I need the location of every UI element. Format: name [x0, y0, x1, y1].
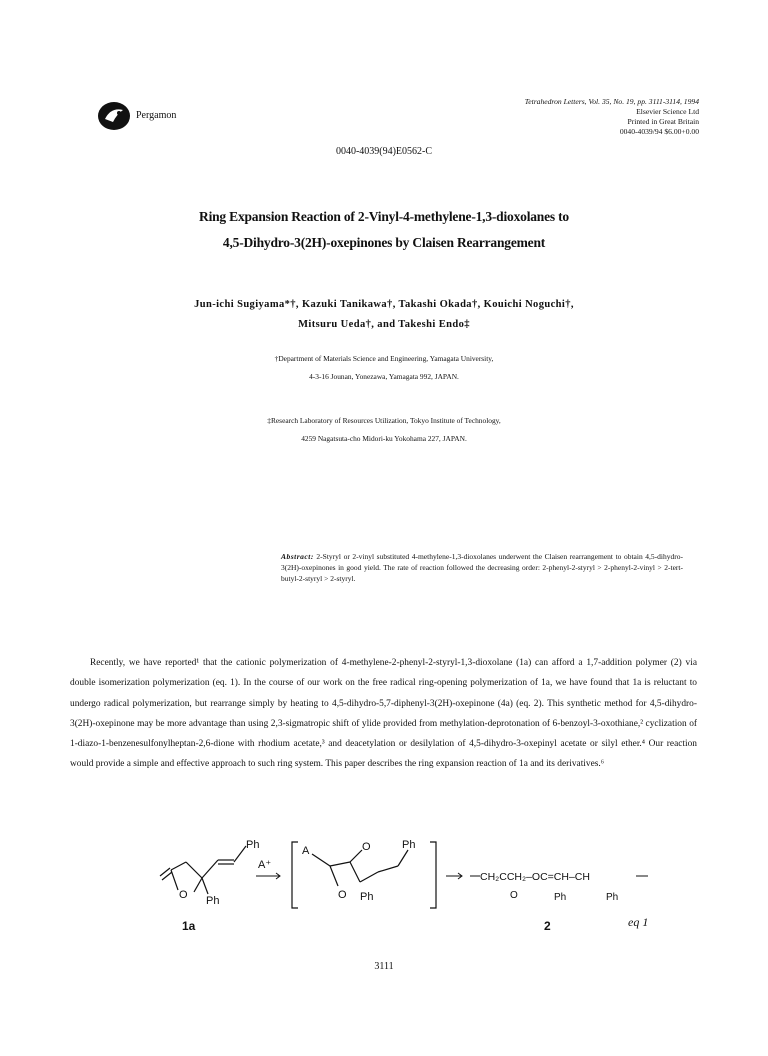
affiliation-line: ‡Research Laboratory of Resources Utilization, Tokyo Institute of Technology, [267, 416, 501, 425]
title-line: 4,5-Dihydro-3(2H)-oxepinones by Claisen Rearrangement [222, 235, 546, 250]
phenyl-label: Ph [402, 839, 416, 851]
affiliation-line: 4-3-16 Jounan, Yonezawa, Yamagata 992, JAPAN. [309, 372, 459, 381]
body-paragraph: Recently, we have reported¹ that the cationic polymerization of 4-methylene-2-phenyl-2-styryl-1,3-dioxolane (1a) can afford a 1,7-addition polymer (2) via double isomerization polymerization (eq. 1). In the course of our work on the free radical ring-opening polymerization of 1a, we have found that 1a is reluctant to undergo radical polymerization, but rearrange simply by heating to 4,5-dihydro-5,7-diphenyl-3(2H)-oxepinone (4a) (eq. 2). This synthetic method for 4,5-dihydro-3(2H)-oxepinone may be more advantage than using 2,3-sigmatropic shift of ylide provided from methylation-deprotonation of 6-benzoyl-3-oxothiane,² cyclization of 1-diazo-1-benzenesulfonylheptan-2,6-dione with rhodium acetate,³ and deacetylation or desilylation of 4,5-dihydro-3-oxepinyl acetate or silyl ether.⁴ Our reaction would provide a simple and effective approach to such ring system. This paper describes the ring expansion reaction of 1a and its derivatives.⁶ [70, 658, 697, 770]
affiliation-line: †Department of Materials Science and Engineering, Yamagata University, [274, 354, 494, 363]
page-number: 3111 [374, 961, 394, 972]
o-label: O [362, 841, 371, 853]
a-label: A [302, 845, 310, 857]
abstract-text: 2-Styryl or 2-vinyl substituted 4-methylene-1,3-dioxolanes underwent the Claisen rearrangement to obtain 4,5-dihydro-3(2H)-oxepinones in good yield. The rate of reaction followed the decreasing order: 2-phenyl-2-styryl > 2-phenyl-2-vinyl > 2-tert-butyl-2-styryl > 2-styryl. [281, 552, 683, 584]
author-line: Jun-ichi Sugiyama*†, Kazuki Tanikawa†, Takashi Okada†, Kouichi Noguchi†, [194, 299, 574, 310]
author-line: Mitsuru Ueda†, and Takeshi Endo‡ [298, 319, 470, 330]
phenyl-label: Ph [554, 892, 567, 903]
o-label: O [338, 889, 347, 901]
compound-label-1a: 1a [182, 919, 196, 933]
abstract-label: Abstract: [281, 552, 314, 561]
journal-citation [525, 97, 699, 137]
phenyl-label: Ph [206, 895, 220, 907]
journal-line: Tetrahedron Letters, Vol. 35, No. 19, pp. 3111-3114, 1994 [524, 97, 699, 106]
affiliation-2 [100, 412, 668, 448]
phenyl-label: Ph [246, 839, 260, 851]
polymer-formula: CH₂CCH₂–OC=CH–CH [480, 871, 590, 883]
o-label: O [179, 889, 188, 901]
phenyl-label: Ph [606, 892, 619, 903]
reaction-arrow [256, 873, 280, 879]
journal-line: 0040-4039/94 $6.00+0.00 [619, 127, 699, 136]
journal-line: Printed in Great Britain [627, 117, 699, 126]
journal-line: Elsevier Science Ltd [636, 107, 699, 116]
reaction-arrow [446, 873, 462, 879]
publisher-logo-icon [97, 101, 131, 131]
body-text [70, 653, 697, 775]
author-list [100, 295, 668, 335]
o-label: O [510, 890, 518, 901]
affiliation-line: 4259 Nagatsuta-cho Midori-ku Yokohama 227, JAPAN. [301, 434, 467, 443]
publisher-name: Pergamon [136, 110, 177, 121]
paper-title [100, 204, 668, 256]
title-line: Ring Expansion Reaction of 2-Vinyl-4-methylene-1,3-dioxolanes to [199, 209, 569, 224]
abstract [281, 551, 683, 585]
document-code: 0040-4039(94)E0562-C [335, 146, 433, 157]
compound-1a-structure [160, 846, 246, 894]
reaction-scheme [150, 838, 670, 938]
initiator-label: A⁺ [258, 859, 272, 871]
affiliation-1 [100, 350, 668, 386]
compound-label-2: 2 [544, 919, 551, 933]
phenyl-label: Ph [360, 891, 374, 903]
equation-label: eq 1 [628, 915, 649, 929]
